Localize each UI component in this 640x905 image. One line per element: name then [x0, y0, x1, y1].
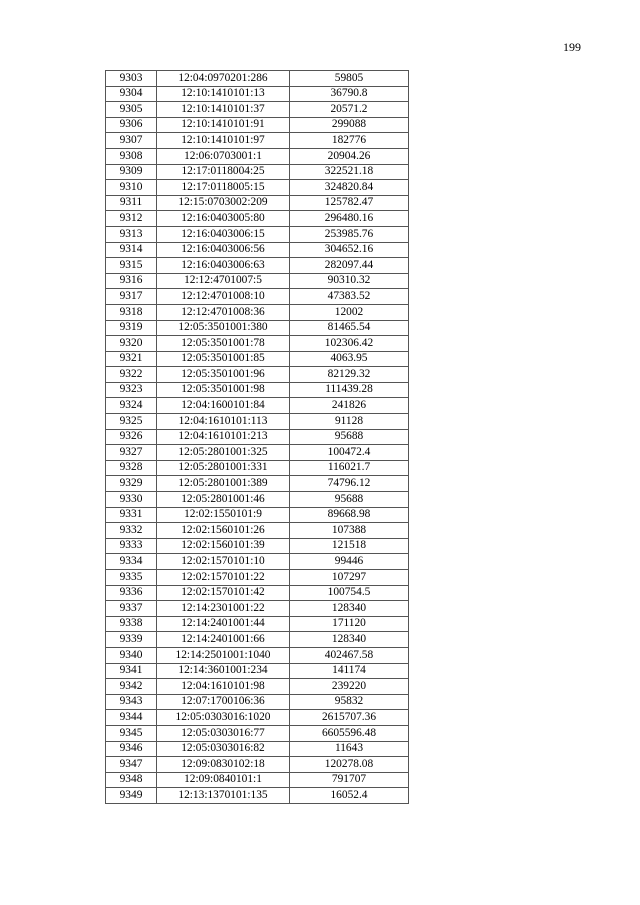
cadastral-code-cell: 12:10:1410101:97 [157, 133, 290, 149]
row-number-cell: 9333 [106, 538, 157, 554]
row-number-cell: 9337 [106, 601, 157, 617]
row-number-cell: 9314 [106, 242, 157, 258]
table-row [106, 460, 409, 476]
value-cell: 791707 [290, 772, 409, 788]
value-cell: 125782.47 [290, 195, 409, 211]
row-number-cell: 9305 [106, 102, 157, 118]
cadastral-code-cell: 12:05:0303016:77 [157, 725, 290, 741]
table-body [106, 71, 409, 804]
table-row [106, 772, 409, 788]
value-cell: 102306.42 [290, 336, 409, 352]
row-number-cell: 9349 [106, 788, 157, 804]
cadastral-code-cell: 12:12:4701007:5 [157, 273, 290, 289]
row-number-cell: 9327 [106, 445, 157, 461]
table-row [106, 741, 409, 757]
row-number-cell: 9332 [106, 523, 157, 539]
table-row [106, 382, 409, 398]
cadastral-code-cell: 12:04:1600101:84 [157, 398, 290, 414]
value-cell: 100754.5 [290, 585, 409, 601]
row-number-cell: 9336 [106, 585, 157, 601]
table-row [106, 133, 409, 149]
value-cell: 20904.26 [290, 148, 409, 164]
value-cell: 107297 [290, 570, 409, 586]
row-number-cell: 9328 [106, 460, 157, 476]
cadastral-code-cell: 12:06:0703001:1 [157, 148, 290, 164]
cadastral-code-cell: 12:14:2401001:66 [157, 632, 290, 648]
cadastral-code-cell: 12:17:0118005:15 [157, 180, 290, 196]
row-number-cell: 9325 [106, 414, 157, 430]
value-cell: 141174 [290, 663, 409, 679]
table-row [106, 414, 409, 430]
table-row [106, 211, 409, 227]
cadastral-code-cell: 12:04:1610101:98 [157, 679, 290, 695]
table-row [106, 476, 409, 492]
cadastral-code-cell: 12:05:3501001:85 [157, 351, 290, 367]
value-cell: 239220 [290, 679, 409, 695]
row-number-cell: 9320 [106, 336, 157, 352]
row-number-cell: 9323 [106, 382, 157, 398]
row-number-cell: 9319 [106, 320, 157, 336]
table-row [106, 273, 409, 289]
cadastral-code-cell: 12:04:0970201:286 [157, 71, 290, 87]
table-row [106, 710, 409, 726]
row-number-cell: 9317 [106, 289, 157, 305]
cadastral-code-cell: 12:16:0403005:80 [157, 211, 290, 227]
cadastral-code-cell: 12:17:0118004:25 [157, 164, 290, 180]
value-cell: 241826 [290, 398, 409, 414]
value-cell: 11643 [290, 741, 409, 757]
row-number-cell: 9326 [106, 429, 157, 445]
table-row [106, 679, 409, 695]
row-number-cell: 9330 [106, 492, 157, 508]
value-cell: 402467.58 [290, 647, 409, 663]
value-cell: 91128 [290, 414, 409, 430]
table-row [106, 351, 409, 367]
value-cell: 128340 [290, 601, 409, 617]
value-cell: 299088 [290, 117, 409, 133]
table-row [106, 86, 409, 102]
table-row [106, 164, 409, 180]
value-cell: 6605596.48 [290, 725, 409, 741]
row-number-cell: 9339 [106, 632, 157, 648]
cadastral-code-cell: 12:15:0703002:209 [157, 195, 290, 211]
value-cell: 95832 [290, 694, 409, 710]
table-row [106, 320, 409, 336]
table-row [106, 180, 409, 196]
cadastral-code-cell: 12:02:1560101:26 [157, 523, 290, 539]
value-cell: 74796.12 [290, 476, 409, 492]
table-row [106, 242, 409, 258]
table-row [106, 289, 409, 305]
value-cell: 16052.4 [290, 788, 409, 804]
cadastral-code-cell: 12:02:1570101:42 [157, 585, 290, 601]
value-cell: 121518 [290, 538, 409, 554]
value-cell: 324820.84 [290, 180, 409, 196]
row-number-cell: 9341 [106, 663, 157, 679]
cadastral-code-cell: 12:05:2801001:389 [157, 476, 290, 492]
table-row [106, 663, 409, 679]
cadastral-code-cell: 12:09:0830102:18 [157, 757, 290, 773]
value-cell: 82129.32 [290, 367, 409, 383]
value-cell: 12002 [290, 304, 409, 320]
cadastral-code-cell: 12:16:0403006:15 [157, 226, 290, 242]
value-cell: 2615707.36 [290, 710, 409, 726]
table-row [106, 632, 409, 648]
value-cell: 89668.98 [290, 507, 409, 523]
table-row [106, 523, 409, 539]
cadastral-code-cell: 12:14:2501001:1040 [157, 647, 290, 663]
value-cell: 304652.16 [290, 242, 409, 258]
value-cell: 253985.76 [290, 226, 409, 242]
row-number-cell: 9304 [106, 86, 157, 102]
row-number-cell: 9313 [106, 226, 157, 242]
row-number-cell: 9346 [106, 741, 157, 757]
cadastral-code-cell: 12:09:0840101:1 [157, 772, 290, 788]
cadastral-code-cell: 12:16:0403006:63 [157, 258, 290, 274]
table-row [106, 616, 409, 632]
table-row [106, 538, 409, 554]
value-cell: 95688 [290, 429, 409, 445]
table-row [106, 102, 409, 118]
cadastral-code-cell: 12:05:3501001:380 [157, 320, 290, 336]
row-number-cell: 9343 [106, 694, 157, 710]
row-number-cell: 9329 [106, 476, 157, 492]
value-cell: 36790.8 [290, 86, 409, 102]
table-row [106, 367, 409, 383]
value-cell: 128340 [290, 632, 409, 648]
row-number-cell: 9334 [106, 554, 157, 570]
table-row [106, 788, 409, 804]
table-row [106, 258, 409, 274]
table-row [106, 507, 409, 523]
table-row [106, 492, 409, 508]
table-row [106, 226, 409, 242]
row-number-cell: 9347 [106, 757, 157, 773]
table-row [106, 71, 409, 87]
value-cell: 171120 [290, 616, 409, 632]
value-cell: 296480.16 [290, 211, 409, 227]
page-number: 199 [563, 40, 581, 54]
table-row [106, 647, 409, 663]
row-number-cell: 9348 [106, 772, 157, 788]
table-row [106, 429, 409, 445]
value-cell: 47383.52 [290, 289, 409, 305]
value-cell: 20571.2 [290, 102, 409, 118]
row-number-cell: 9318 [106, 304, 157, 320]
row-number-cell: 9310 [106, 180, 157, 196]
cadastral-code-cell: 12:05:3501001:78 [157, 336, 290, 352]
row-number-cell: 9307 [106, 133, 157, 149]
value-cell: 116021.7 [290, 460, 409, 476]
value-cell: 99446 [290, 554, 409, 570]
value-cell: 59805 [290, 71, 409, 87]
table-row [106, 585, 409, 601]
cadastral-code-cell: 12:05:2801001:331 [157, 460, 290, 476]
cadastral-code-cell: 12:05:3501001:98 [157, 382, 290, 398]
row-number-cell: 9303 [106, 71, 157, 87]
value-cell: 100472.4 [290, 445, 409, 461]
value-cell: 282097.44 [290, 258, 409, 274]
row-number-cell: 9338 [106, 616, 157, 632]
value-cell: 107388 [290, 523, 409, 539]
row-number-cell: 9340 [106, 647, 157, 663]
row-number-cell: 9335 [106, 570, 157, 586]
table-row [106, 554, 409, 570]
row-number-cell: 9324 [106, 398, 157, 414]
cadastral-code-cell: 12:02:1570101:10 [157, 554, 290, 570]
value-cell: 120278.08 [290, 757, 409, 773]
cadastral-code-cell: 12:10:1410101:91 [157, 117, 290, 133]
cadastral-code-cell: 12:14:3601001:234 [157, 663, 290, 679]
cadastral-code-cell: 12:02:1570101:22 [157, 570, 290, 586]
row-number-cell: 9345 [106, 725, 157, 741]
row-number-cell: 9316 [106, 273, 157, 289]
table-row [106, 570, 409, 586]
row-number-cell: 9322 [106, 367, 157, 383]
cadastral-code-cell: 12:05:0303016:82 [157, 741, 290, 757]
table-row [106, 725, 409, 741]
table-row [106, 336, 409, 352]
cadastral-code-cell: 12:04:1610101:213 [157, 429, 290, 445]
cadastral-code-cell: 12:02:1550101:9 [157, 507, 290, 523]
data-table [105, 70, 409, 804]
row-number-cell: 9306 [106, 117, 157, 133]
cadastral-code-cell: 12:10:1410101:13 [157, 86, 290, 102]
cadastral-code-cell: 12:14:2301001:22 [157, 601, 290, 617]
cadastral-code-cell: 12:05:2801001:325 [157, 445, 290, 461]
row-number-cell: 9311 [106, 195, 157, 211]
row-number-cell: 9315 [106, 258, 157, 274]
table-row [106, 757, 409, 773]
table-row [106, 694, 409, 710]
row-number-cell: 9308 [106, 148, 157, 164]
row-number-cell: 9342 [106, 679, 157, 695]
value-cell: 90310.32 [290, 273, 409, 289]
row-number-cell: 9344 [106, 710, 157, 726]
cadastral-code-cell: 12:07:1700106:36 [157, 694, 290, 710]
table-row [106, 117, 409, 133]
row-number-cell: 9331 [106, 507, 157, 523]
row-number-cell: 9309 [106, 164, 157, 180]
cadastral-code-cell: 12:05:3501001:96 [157, 367, 290, 383]
cadastral-code-cell: 12:04:1610101:113 [157, 414, 290, 430]
value-cell: 95688 [290, 492, 409, 508]
cadastral-code-cell: 12:14:2401001:44 [157, 616, 290, 632]
table-row [106, 195, 409, 211]
table-row [106, 601, 409, 617]
cadastral-code-cell: 12:10:1410101:37 [157, 102, 290, 118]
row-number-cell: 9312 [106, 211, 157, 227]
cadastral-code-cell: 12:12:4701008:36 [157, 304, 290, 320]
table-row [106, 148, 409, 164]
cadastral-code-cell: 12:12:4701008:10 [157, 289, 290, 305]
cadastral-code-cell: 12:05:0303016:1020 [157, 710, 290, 726]
cadastral-code-cell: 12:02:1560101:39 [157, 538, 290, 554]
table-row [106, 304, 409, 320]
value-cell: 81465.54 [290, 320, 409, 336]
table-row [106, 445, 409, 461]
table-row [106, 398, 409, 414]
cadastral-code-cell: 12:13:1370101:135 [157, 788, 290, 804]
value-cell: 322521.18 [290, 164, 409, 180]
row-number-cell: 9321 [106, 351, 157, 367]
cadastral-code-cell: 12:16:0403006:56 [157, 242, 290, 258]
cadastral-code-cell: 12:05:2801001:46 [157, 492, 290, 508]
value-cell: 111439.28 [290, 382, 409, 398]
value-cell: 182776 [290, 133, 409, 149]
value-cell: 4063.95 [290, 351, 409, 367]
